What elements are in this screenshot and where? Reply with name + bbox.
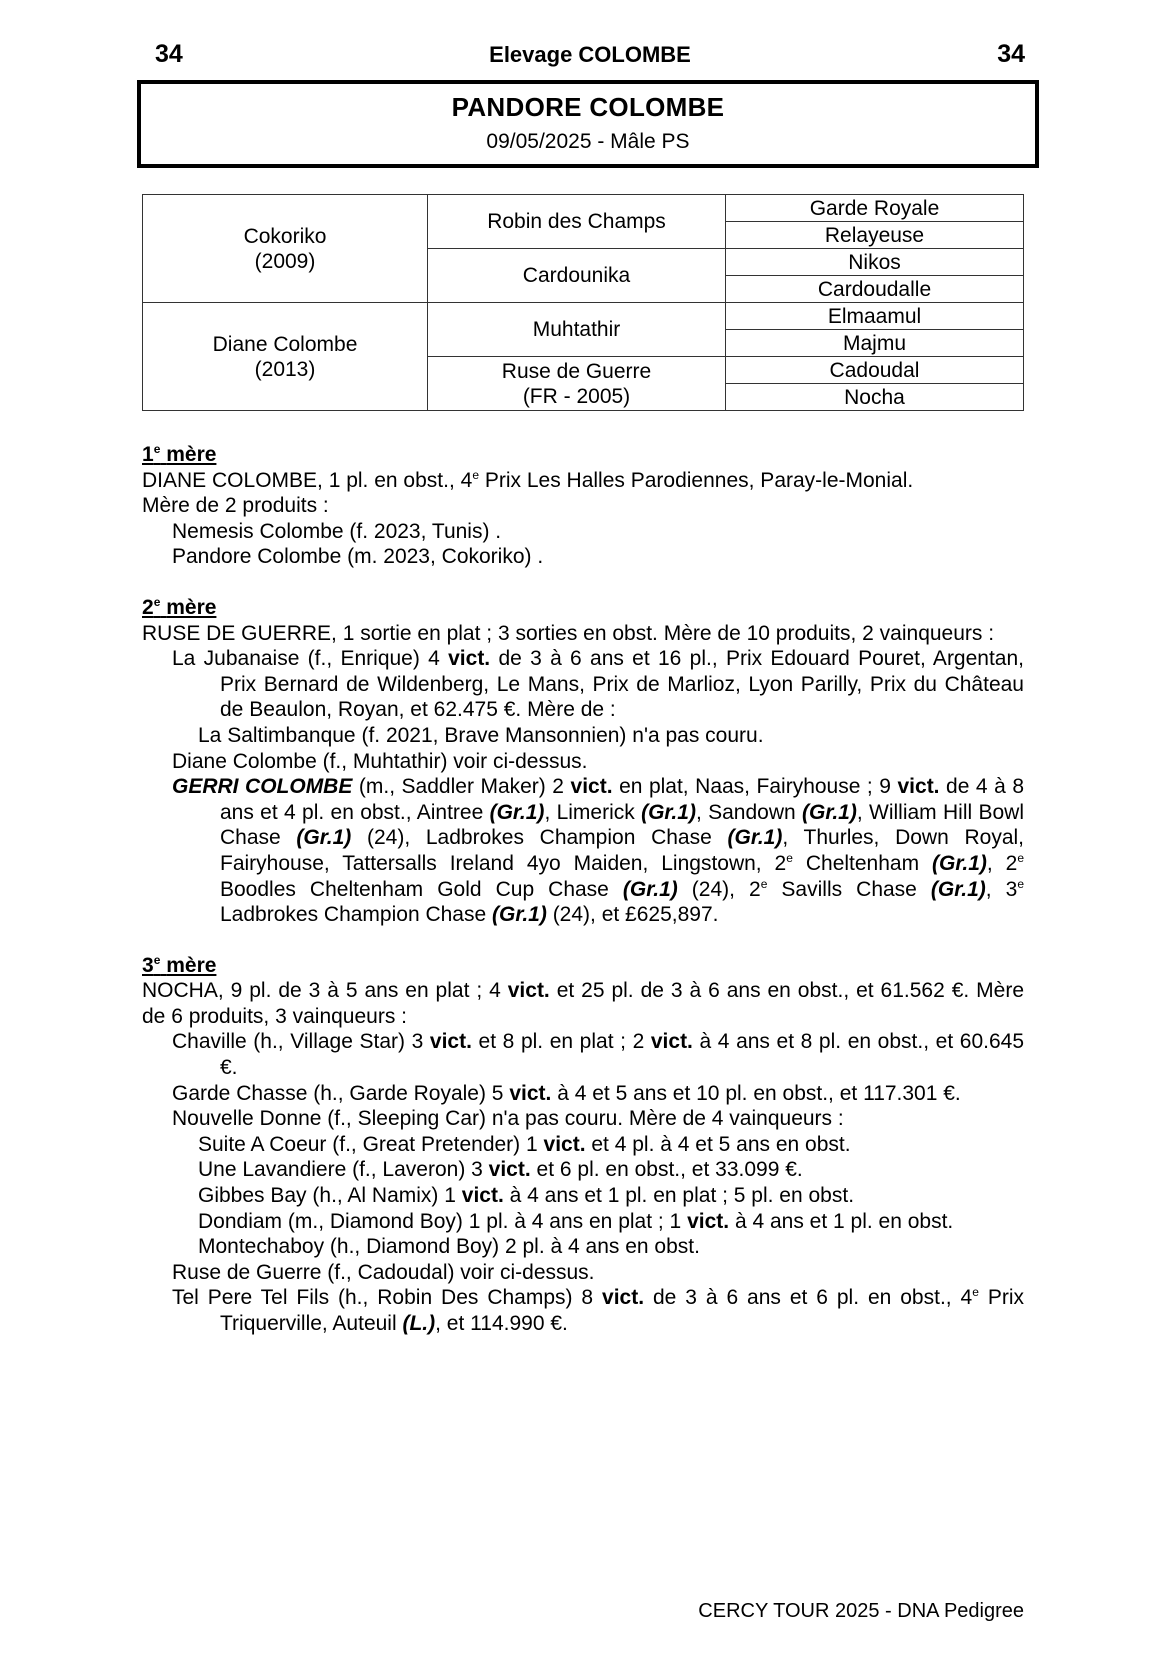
section-title: 2e mère <box>142 594 217 619</box>
gen3-cell: Cardoudalle <box>726 276 1024 303</box>
produce-subitem: La Saltimbanque (f. 2021, Brave Mansonnien) n'a pas couru. <box>198 723 764 747</box>
breeder-title: Elevage COLOMBE <box>489 42 691 67</box>
dam-record: RUSE DE GUERRE, 1 sortie en plat ; 3 sorties en obst. Mère de 10 produits, 2 vainqueurs : <box>142 621 995 645</box>
produce-subitem: Gibbes Bay (h., Al Namix) 1 vict. à 4 ans et 1 pl. en plat ; 5 pl. en obst. <box>198 1184 855 1208</box>
produce-subitem: Dondiam (m., Diamond Boy) 1 pl. à 4 ans en plat ; 1 vict. à 4 ans et 1 pl. en obst. <box>198 1209 954 1233</box>
dam-year: (2013) <box>254 357 316 381</box>
produce-subitem: Suite A Coeur (f., Great Pretender) 1 vict. et 4 pl. à 4 et 5 ans en obst. <box>198 1132 851 1156</box>
sire-sire-cell: Robin des Champs <box>428 195 726 249</box>
produce-item-stakes-winner: GERRI COLOMBE (m., Saddler Maker) 2 vict. en plat, Naas, Fairyhouse ; 9 vict. de 4 à 8 ans et 4 pl. en obst., Aintree (Gr.1), Limerick (Gr.1), Sandown (Gr.1), William Hill Bowl Chase (Gr.1) (24), Ladbrokes Champion Chase (Gr.1), Thurles, Down Royal, Fairyhouse, Tattersalls Ireland 4yo Maiden, Lingstown, 2e Cheltenham (Gr.1), 2e Boodles Cheltenham Gold Cup Chase (Gr.1) (24), 2e Savills Chase (Gr.1), 3e Ladbrokes Champion Chase (Gr.1) (24), et £625,897. <box>172 775 1025 927</box>
section-third-dam <box>142 953 1024 1337</box>
page-footer: CERCY TOUR 2025 - DNA Pedigree <box>698 1600 1024 1622</box>
produce-item: Chaville (h., Village Star) 3 vict. et 8 pl. en plat ; 2 vict. à 4 ans et 8 pl. en obst., et 60.645 €. <box>172 1030 1024 1080</box>
pedigree-table <box>142 194 1024 411</box>
sire-name: Cokoriko <box>243 224 327 248</box>
gen3-cell: Nocha <box>726 384 1024 411</box>
dam-dam-name: Ruse de Guerre <box>501 359 652 383</box>
produce-item: Nouvelle Donne (f., Sleeping Car) n'a pas couru. Mère de 4 vainqueurs : <box>172 1107 844 1131</box>
dam-record: DIANE COLOMBE, 1 pl. en obst., 4e Prix Les Halles Parodiennes, Paray-le-Monial. <box>142 467 914 492</box>
dam-cell <box>143 303 428 411</box>
horse-title-box <box>137 80 1039 168</box>
page-number-right: 34 <box>997 40 1025 68</box>
dam-name: Diane Colombe <box>212 332 358 356</box>
produce-item: Ruse de Guerre (f., Cadoudal) voir ci-dessus. <box>172 1260 595 1284</box>
gen3-cell: Relayeuse <box>726 222 1024 249</box>
horse-info: 09/05/2025 - Mâle PS <box>486 130 690 153</box>
produce-item: Garde Chasse (h., Garde Royale) 5 vict. à 4 et 5 ans et 10 pl. en obst., et 117.301 €. <box>172 1081 961 1105</box>
gen3-cell: Nikos <box>726 249 1024 276</box>
dam-record: NOCHA, 9 pl. de 3 à 5 ans en plat ; 4 vict. et 25 pl. de 3 à 6 ans en obst., et 61.562 €. Mère de 6 produits, 3 vainqueurs : <box>142 979 1025 1028</box>
gen3-cell: Majmu <box>726 330 1024 357</box>
horse-name: PANDORE COLOMBE <box>451 92 725 122</box>
section-first-dam <box>142 442 1024 570</box>
gen3-cell: Garde Royale <box>726 195 1024 222</box>
sire-dam-cell: Cardounika <box>428 249 726 303</box>
section-title: 3e mère <box>142 952 217 977</box>
page-header <box>155 40 1025 74</box>
produce-item: Pandore Colombe (m. 2023, Cokoriko) . <box>172 545 544 569</box>
produce-subitem: Montechaboy (h., Diamond Boy) 2 pl. à 4 ans en obst. <box>198 1235 700 1259</box>
gen3-cell: Elmaamul <box>726 303 1024 330</box>
dam-dam-cell <box>428 357 726 411</box>
produce-subitem: Une Lavandiere (f., Laveron) 3 vict. et 6 pl. en obst., et 33.099 €. <box>198 1158 803 1182</box>
produce-intro: Mère de 2 produits : <box>142 494 329 518</box>
family-notes <box>142 442 1024 1337</box>
produce-item: Nemesis Colombe (f. 2023, Tunis) . <box>172 519 502 543</box>
dam-sire-cell: Muhtathir <box>428 303 726 357</box>
gen3-cell: Cadoudal <box>726 357 1024 384</box>
produce-item: Diane Colombe (f., Muhtathir) voir ci-dessus. <box>172 749 588 773</box>
section-second-dam <box>142 595 1024 928</box>
dam-dam-detail: (FR - 2005) <box>522 384 631 408</box>
sire-year: (2009) <box>254 249 316 273</box>
sire-cell <box>143 195 428 303</box>
produce-item: Tel Pere Tel Fils (h., Robin Des Champs) 8 vict. de 3 à 6 ans et 6 pl. en obst., 4e Prix Triquerville, Auteuil (L.), et 114.990 €. <box>172 1285 1024 1335</box>
produce-item: La Jubanaise (f., Enrique) 4 vict. de 3 à 6 ans et 16 pl., Prix Edouard Pouret, Argentan, Prix Bernard de Wildenberg, Le Mans, Prix de Marlioz, Lyon Parilly, Prix du Château de Beaulon, Royan, et 62.475 €. Mère de : <box>172 647 1024 722</box>
page-number-left: 34 <box>155 40 183 68</box>
section-title: 1e mère <box>142 442 217 466</box>
